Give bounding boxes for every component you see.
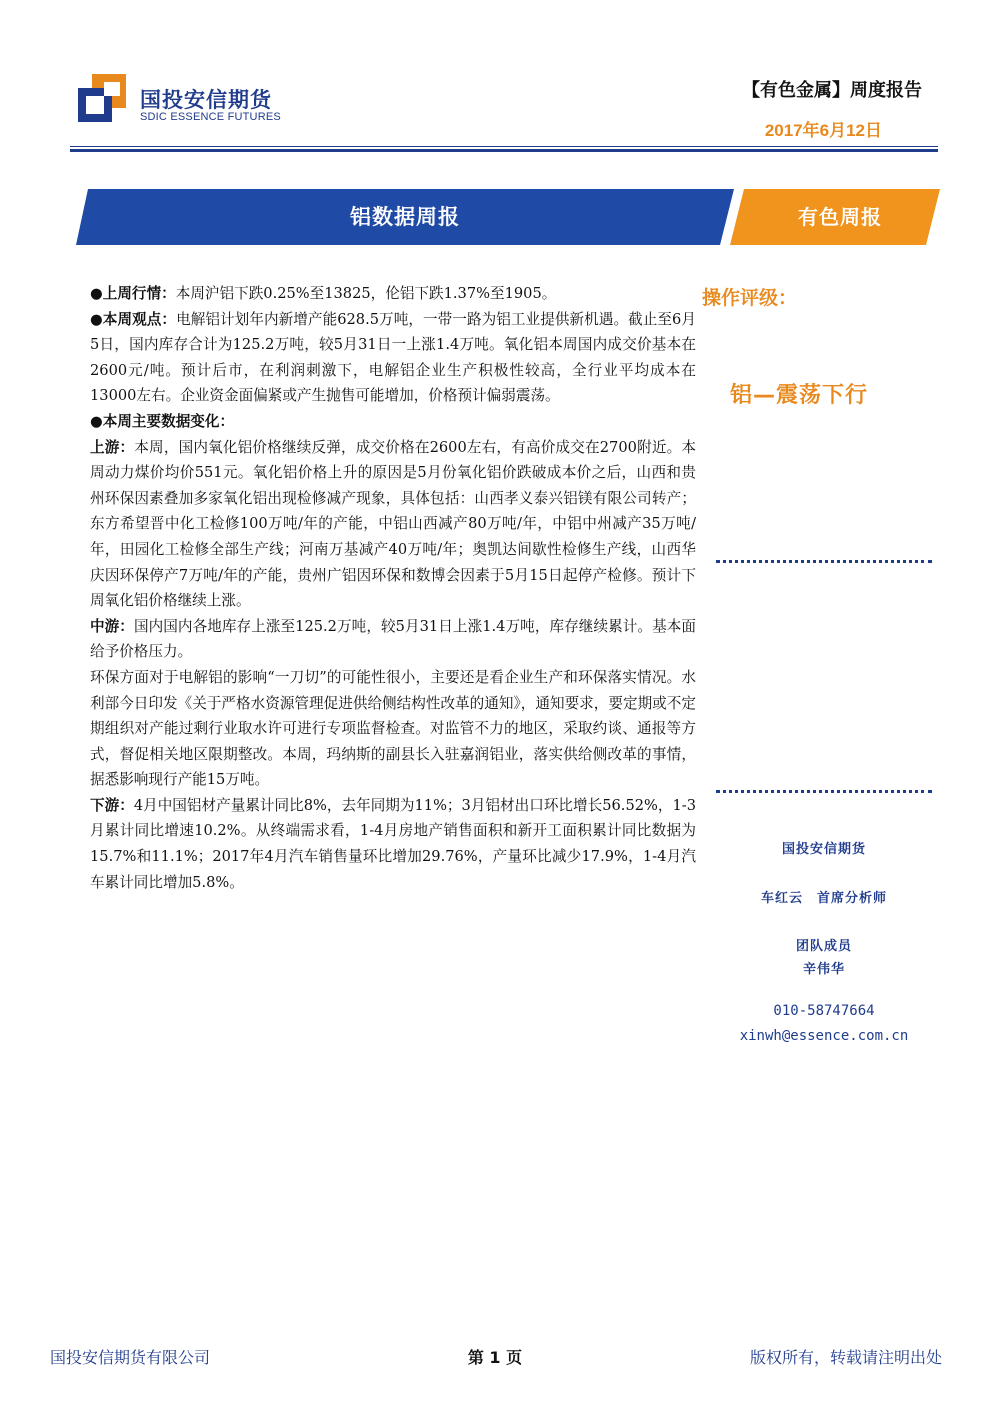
sidebar-analyst: 车红云 首席分析师 (760, 891, 887, 906)
dotted-divider (716, 790, 932, 793)
page-number: 第 1 页 (467, 1348, 523, 1367)
bullet-icon: ● (90, 412, 103, 430)
last-week-paragraph (90, 281, 696, 307)
report-body (90, 281, 696, 895)
midstream-label: 中游： (90, 617, 134, 635)
environment-paragraph: 环保方面对于电解铝的影响“一刀切”的可能性很小，主要还是看企业生产和环保落实情况。水利部今日印发《关于严格水资源管理促进供给侧结构性改革的通知》，通知要求，要定期或不定期组织对产能过剩行业取水许可进行专项监督检查。对监管不力的地区，采取约谈、通报等方式，督促相关地区限期整改。本周，玛纳斯的副县长入驻嘉润铝业，落实供给侧改革的事情，据悉影响现行产能15万吨。 (90, 668, 696, 789)
contact-phone: 010-58747664 (773, 1003, 875, 1019)
bullet-icon: ● (90, 285, 103, 302)
upstream-text: 本周，国内氧化铝价格继续反弹，成交价格在2600左右，有高价成交在2700附近。本周动力煤价均价551元。氧化铝价格上升的原因是5月份氧化铝价跌破成本价之后，山西和贵州环保因素叠加多家氧化铝出现检修减产现象，具体包括：山西孝义泰兴铝镁有限公司转产；东方希望晋中化工检修100万吨/年的产能，中铝山西减产80万吨/年，中铝中州减产35万吨/年，田园化工检修全部生产线；河南万基减产40万吨/年；奥凯达间歇性检修生产线，山西华庆因环保停产7万吨/年的产能，贵州广铝因环保和数博会因素于5月15日起停产检修。预计下周氧化铝价格继续上涨。 (90, 438, 696, 610)
view-label: 本周观点： (102, 310, 177, 328)
sidebar-company: 国投安信期货 (781, 842, 866, 857)
footer-copyright: 版权所有，转载请注明出处 (749, 1348, 942, 1367)
contact-email[interactable]: xinwh@essence.com.cn (739, 1028, 909, 1044)
footer-company: 国投安信期货有限公司 (50, 1348, 211, 1367)
midstream-text: 国内国内各地库存上涨至125.2万吨，较5月31日上涨1.4万吨，库存继续累计。基本面给予价格压力。 (90, 617, 696, 661)
last-week-label: 上周行情： (102, 285, 176, 302)
midstream-paragraph (90, 614, 696, 665)
logo-english-name: SDIC ESSENCE FUTURES (140, 111, 281, 123)
logo-chinese-name: 国投安信期货 (140, 88, 272, 112)
data-changes-label: 本周主要数据变化： (102, 412, 235, 430)
operation-rating-label: 操作评级： (702, 287, 798, 309)
sidebar-team-label: 团队成员 (795, 939, 852, 954)
bullet-icon: ● (90, 310, 103, 328)
upstream-label: 上游： (90, 438, 135, 456)
downstream-paragraph (90, 793, 696, 895)
banner-tag: 有色周报 (798, 205, 882, 229)
last-week-text: 本周沪铝下跌0.25%至13825，伦铝下跌1.37%至1905。 (175, 285, 557, 302)
sidebar-team-member: 辛伟华 (802, 962, 845, 977)
upstream-paragraph (90, 435, 696, 614)
banner-title: 铝数据周报 (350, 205, 460, 229)
report-date: 2017年6月12日 (764, 121, 882, 140)
view-text: 电解铝计划年内新增产能628.5万吨，一带一路为铝工业提供新机遇。截止至6月5日，国内库存合计为125.2万吨，较5月31日一上涨1.4万吨。氧化铝本周国内成交价基本在2600元/吨。预计后市，在利润刺激下，电解铝企业生产积极性较高，全行业平均成本在13000左右。企业资金面偏紧或产生抛售可能增加，价格预计偏弱震荡。 (90, 310, 696, 405)
downstream-label: 下游： (90, 796, 134, 814)
header-divider (70, 146, 938, 147)
operation-rating: 铝—震荡下行 (730, 383, 869, 408)
dotted-divider (716, 560, 932, 563)
downstream-text: 4月中国铝材产量累计同比8%，去年同期为11%；3月铝材出口环比增长56.52%，1-3月累计同比增速10.2%。从终端需求看，1-4月房地产销售面积和新开工面积累计同比数据为15.7%和11.1%；2017年4月汽车销售量环比增加29.76%，产量环比减少17.9%，1-4月汽车累计同比增加5.8%。 (90, 796, 696, 891)
view-paragraph (90, 307, 696, 409)
header-divider-thick (70, 149, 938, 152)
data-changes-heading (90, 409, 696, 435)
company-logo-icon (78, 74, 134, 124)
report-category: 【有色金属】周度报告 (742, 80, 922, 101)
